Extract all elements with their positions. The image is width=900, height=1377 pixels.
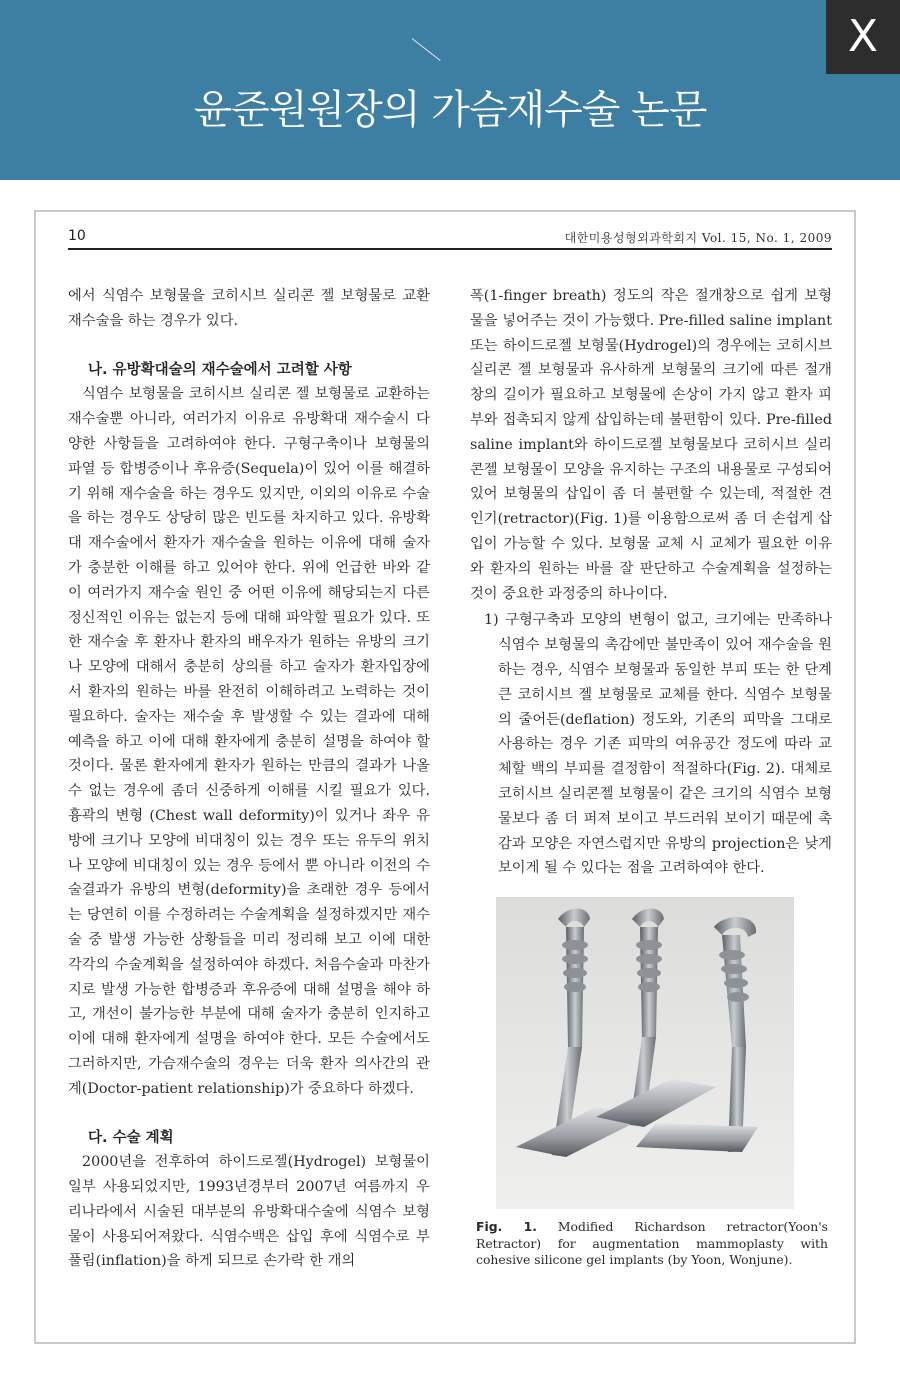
- figure-label: Fig. 1.: [476, 1219, 537, 1235]
- close-button[interactable]: X: [826, 0, 900, 74]
- page-title: 윤준원원장의 가슴재수술 논문: [193, 87, 707, 133]
- page-header: [68, 226, 832, 250]
- figure-caption-text: Modified Richardson retractor(Yoon's Retractor) for augmentation mammoplasty with cohesive silicone gel implants (by Yoon, Wonjune).: [476, 1219, 828, 1268]
- journal-citation: 대한미용성형외과학회지 Vol. 15, No. 1, 2009: [564, 231, 832, 245]
- list-item: 1) 구형구축과 모양의 변형이 없고, 크기에는 만족하나 식염수 보형물의 촉감에만 불만족이 있어 재수술을 원하는 경우, 식염수 보형물과 동일한 부피 또는 한 단계 큰 코히시브 젤 보형물로 교체를 한다. 식염수 보형물의 줄어든(deflation) 정도와, 기존의 피막을 그대로 사용하는 경우 기존 피막의 여유공간 정도에 따라 교체할 백의 부피를 결정함이 적절하다(Fig. 2). 대체로 코히시브 실리콘젤 보형물이 같은 크기의 식염수 보형물보다 좀 더 퍼져 보이고 부드러워 보이기 때문에 촉감과 모양은 자연스럽지만 유방의 projection은 낮게 보이게 될 수 있다는 점을 고려하여야 한다.: [484, 612, 832, 877]
- paragraph: 식염수 보형물을 코히시브 실리콘 젤 보형물로 교환하는 재수술뿐 아니라, 여러가지 이유로 유방확대 재수술시 다양한 사항들을 고려하여야 한다. 구형구축이나 보형물의 파열 등 합병증이나 후유증(Sequela)이 있어 이를 해결하기 위해 재수술을 하는 경우도 있지만, 이외의 이유로 수술을 하는 경우도 상당히 많은 빈도를 차지하고 있다. 유방확대 재수술에서 환자가 재수술을 원하는 이유에 대해 술자가 충분한 이해를 하고 있어야 한다. 위에 언급한 바와 같이 여러가지 재수술 원인 중 어떤 이유에 해당되는지 다른 정신적인 이유는 없는지 등에 대해 파악할 필요가 있다. 또한 재수술 후 환자나 환자의 배우자가 원하는 유방의 크기나 모양에 대해서 충분히 상의를 하고 술자가 환자입장에서 환자의 원하는 바를 완전히 이해하려고 노력하는 것이 필요하다. 술자는 재수술 후 발생할 수 있는 결과에 대해 예측을 하고 이에 대해 환자에게 충분히 설명을 하여야 할 것이다. 물론 환자에게 환자가 원하는 만큼의 결과가 나올 수 없는 경우에 좀더 신중하게 이해를 시킬 필요가 있다. 흉곽의 변형 (Chest wall deformity)이 있거나 좌우 유방에 크기나 모양에 비대칭이 있는 경우 또는 유두의 위치나 모양에 비대칭이 있는 경우 등에서 뿐 아니라 이전의 수술결과가 유방의 변형(deformity)을 초래한 경우 등에서는 당연히 이를 수정하려는 수술계획을 설정하겠지만 재수술 중 발생 가능한 상황들을 미리 정리해 보고 이에 대한 각각의 수술계획을 설정하여야 하겠다. 처음수술과 마찬가지로 발생 가능한 합병증과 후유증에 대해 설명을 해야 하고, 개선이 불가능한 부분에 대해 술자가 충분히 인지하고 이에 대해 환자에게 설명을 하여야 한다. 모든 수술에서도 그러하지만, 가슴재수술의 경우는 더욱 환자 의사간의 관계(Doctor-patient relationship)가 중요하다 하겠다.: [68, 386, 430, 1097]
- retractor-illustration: [496, 897, 794, 1209]
- left-column: [68, 284, 430, 1274]
- section-heading-na: 나. 유방확대술의 재수술에서 고려할 사항: [88, 361, 352, 378]
- paragraph: 폭(1-finger breath) 정도의 작은 절개창으로 쉽게 보형물을 넣어주는 것이 가능했다. Pre-filled saline implant 또는 하이드로젤 보형물(Hydrogel)의 경우에는 코히시브 실리콘 젤 보형물과 유사하게 보형물의 크기에 따른 절개창의 길이가 필요하고 보형물에 손상이 가지 않고 환자 피부와 접촉되지 않게 삽입하는데 불편함이 있다. Pre-filled saline implant와 하이드로젤 보형물보다 코히시브 실리콘젤 보형물이 모양을 유지하는 구조의 내용물로 구성되어 있어 보형물의 삽입이 좀 더 불편할 수 있는데, 적절한 견인기(retractor)(Fig. 1)를 이용함으로써 좀 더 손쉽게 삽입이 가능할 수 있다. 보형물 교체 시 교체가 필요한 이유와 환자의 원하는 바를 잘 판단하고 수술계획을 설정하는 것이 중요한 과정중의 하나이다.: [470, 288, 832, 602]
- decorative-slash: [412, 38, 441, 61]
- title-banner: [0, 0, 900, 180]
- right-column: [470, 284, 832, 1269]
- page-number: 10: [68, 228, 86, 244]
- paragraph: 에서 식염수 보형물을 코히시브 실리콘 젤 보형물로 교환재수술을 하는 경우가 있다.: [68, 288, 430, 329]
- figure-caption: [470, 1219, 832, 1269]
- section-heading-da: 다. 수술 계획: [88, 1129, 174, 1146]
- paragraph: 2000년을 전후하여 하이드로젤(Hydrogel) 보형물이 일부 사용되었지만, 1993년경부터 2007년 여름까지 우리나라에서 시술된 대부분의 유방확대수술에 식염수 보형물이 사용되어져왔다. 식염수백은 삽입 후에 식염수로 부풀림(inflation)을 하게 되므로 손가락 한 개의: [68, 1154, 430, 1270]
- retractor-photo: [496, 897, 794, 1209]
